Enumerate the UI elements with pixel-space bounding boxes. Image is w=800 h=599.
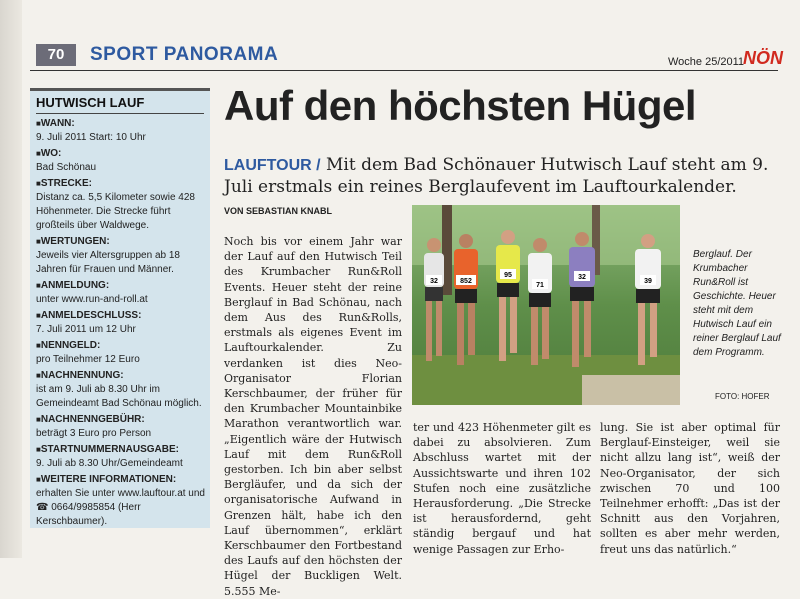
- section-title: SPORT PANORAMA: [90, 44, 279, 65]
- header-rule: [30, 70, 778, 71]
- page-edge: [0, 0, 22, 558]
- info-text: 7. Juli 2011 um 12 Uhr: [36, 324, 136, 335]
- runners-photo: [412, 205, 680, 405]
- info-item: [36, 177, 208, 233]
- info-item: [36, 279, 208, 307]
- page-number: 70: [36, 44, 76, 66]
- info-item: [36, 413, 208, 441]
- bib-number: 39: [644, 278, 652, 285]
- info-text: unter www.run-and-roll.at: [36, 294, 148, 305]
- info-label: ■ WANN:: [36, 117, 208, 131]
- article-headline: Auf den höchsten Hügel: [224, 82, 696, 129]
- kicker-label: LAUFTOUR /: [224, 157, 321, 174]
- info-label: ■ NACHNENNUNG:: [36, 369, 208, 383]
- kicker-text: Mit dem Bad Schönauer Hutwisch Lauf steht am 9. Juli erstmals ein reines Berglaufevent im Lauftourkalender.: [224, 155, 769, 197]
- info-item: [36, 369, 208, 411]
- photo-credit: FOTO: HOFER: [715, 392, 770, 401]
- info-item: [36, 339, 208, 367]
- bib-number: 32: [578, 274, 586, 281]
- runners-illustration: [412, 205, 680, 405]
- info-label: ■ WEITERE INFORMATIONEN:: [36, 473, 208, 487]
- info-item: [36, 147, 208, 175]
- info-label: ■ NACHNENNGEBÜHR:: [36, 413, 208, 427]
- bib-number: 32: [430, 278, 438, 285]
- info-text: pro Teilnehmer 12 Euro: [36, 354, 140, 365]
- info-text: Bad Schönau: [36, 162, 97, 173]
- article-kicker: [224, 154, 780, 198]
- info-list: [36, 117, 208, 531]
- bib-number: 71: [536, 282, 544, 289]
- info-text: 9. Juli ab 8.30 Uhr/Gemeindeamt: [36, 458, 183, 469]
- info-text: beträgt 3 Euro pro Person: [36, 428, 152, 439]
- article-column-3: lung. Sie ist aber optimal für Berglauf-Einsteiger, weil sie nicht allzu lang ist“, weiß der Neo-Organisator, der sich zwischen 70 und 100 Teilnehmer erhofft: „Das ist der Schnitt aus den Vorjahren, sollten es aber mehr werden, freut uns das natürlich.“: [600, 421, 780, 556]
- bib-number: 852: [460, 278, 472, 285]
- info-item: [36, 235, 208, 277]
- info-text: Jeweils vier Altersgruppen ab 18 Jahren für Frauen und Männer.: [36, 250, 180, 275]
- info-label: ■ WERTUNGEN:: [36, 235, 208, 249]
- info-item: [36, 309, 208, 337]
- info-label: ■ ANMELDUNG:: [36, 279, 208, 293]
- info-item: [36, 473, 208, 529]
- info-text: erhalten Sie unter www.lauftour.at und ☎ 0664/9985854 (Herr Kerschbaumer).: [36, 488, 205, 527]
- info-box-title: HUTWISCH LAUF: [36, 95, 145, 110]
- info-label: ■ NENNGELD:: [36, 339, 208, 353]
- info-label: ■ STARTNUMMERNAUSGABE:: [36, 443, 208, 457]
- article-column-2: ter und 423 Höhenmeter gilt es dabei zu absolvieren. Zum Abschluss wartet mit der Aussichtswarte und ihren 102 Stufen noch eine zusätzliche Herausforderung. „Die Strecke ist herausfordernd, geht ständig bergauf und hat wenige Passagen zur Erho-: [413, 421, 591, 556]
- info-text: ist am 9. Juli ab 8.30 Uhr im Gemeindeamt Bad Schönau möglich.: [36, 384, 202, 409]
- info-item: [36, 117, 208, 145]
- info-label: ■ STRECKE:: [36, 177, 208, 191]
- article-column-1: Noch bis vor einem Jahr war der Lauf auf den Hutwisch Teil des Krumbacher Run&Roll Events. Heuer steht der reine Berglauf in Bad Schönau, nach dem Aus des Run&Rolls, erstmals als eigenes Event im Lauftourkalender. Zu verdanken ist dies Neo-Organisator Florian Kerschbaumer, der früher für den Krumbacher Mountainbike Marathon verantwortlich war. „Eigentlich wäre der Hutwisch Lauf mit dem Run&Roll gestorben. Ich bin aber selbst Bergläufer, und da sich der organisatorische Aufwand in Grenzen hält, habe ich den Lauf übernommen“, erklärt Kerschbaumer den Fortbestand des Laufs auf den höchsten der Hügel der Buckligen Welt. 5.555 Me-: [224, 235, 402, 598]
- info-box-rule: [36, 113, 204, 114]
- photo-caption: Berglauf. Der Krumbacher Run&Roll ist Geschichte. Heuer steht mit dem Hutwisch Lauf ein reiner Berglauf Lauf dem Programm.: [693, 249, 781, 358]
- brand-logo: NÖN: [743, 48, 783, 68]
- issue-week: Woche 25/2011: [668, 56, 745, 68]
- byline: VON SEBASTIAN KNABL: [224, 206, 333, 216]
- bib-number: 95: [504, 272, 512, 279]
- info-box: [30, 88, 210, 528]
- info-text: Distanz ca. 5,5 Kilometer sowie 428 Höhenmeter. Die Strecke führt großteils über Waldwege.: [36, 192, 195, 231]
- info-label: ■ WO:: [36, 147, 208, 161]
- info-label: ■ ANMELDESCHLUSS:: [36, 309, 208, 323]
- info-text: 9. Juli 2011 Start: 10 Uhr: [36, 132, 146, 143]
- info-item: [36, 443, 208, 471]
